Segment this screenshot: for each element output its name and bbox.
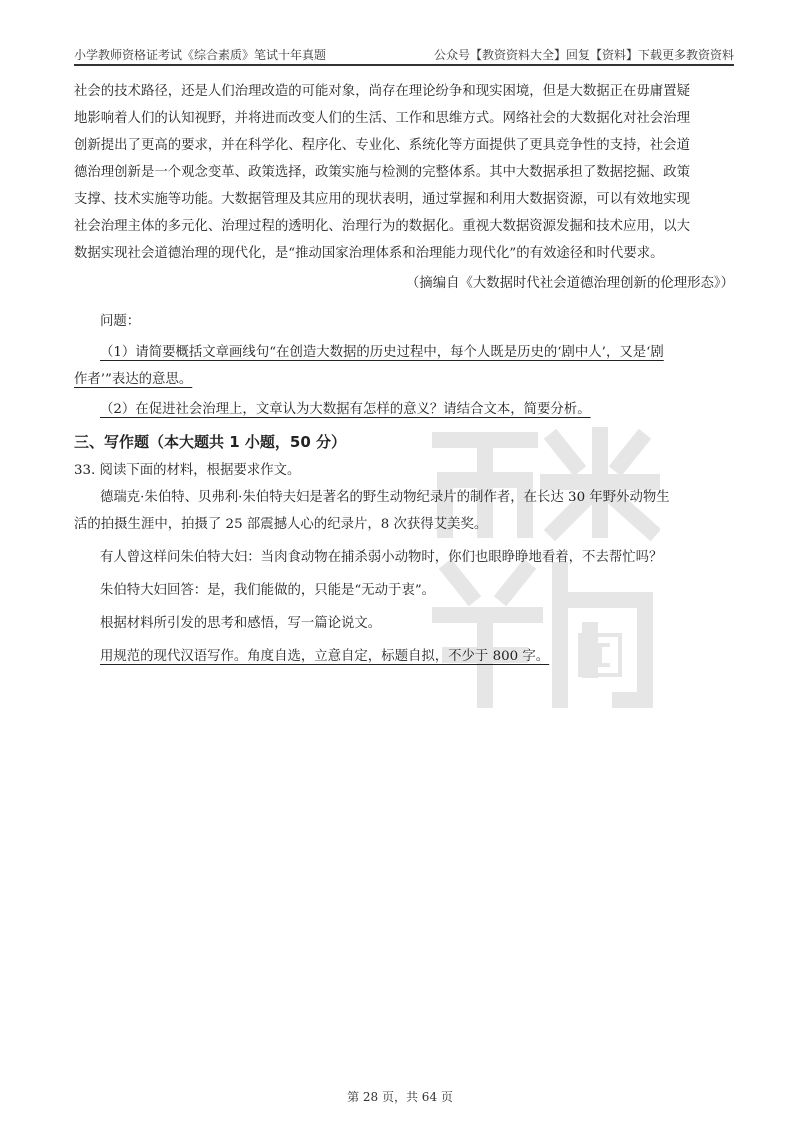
questions-label: 问题：: [100, 314, 141, 329]
passage-line: 创新提出了更高的要求，并在科学化、程序化、专业化、系统化等方面提供了更具竞争性的支持，社会道: [74, 138, 690, 153]
passage-line: 数据实现社会道德治理的现代化，是“推动国家治理体系和治理能力现代化”的有效途径和时代要求。: [74, 246, 664, 261]
page-header: [74, 44, 734, 66]
material-line: 德瑞克·朱伯特、贝弗利·朱伯特夫妇是著名的野生动物纪录片的制作者，在长达 30 年野外动物生: [100, 490, 670, 505]
passage-line: 地影响着人们的认知视野，并将进而改变人们的生活、工作和思维方式。网络社会的大数据化对社会治理: [74, 111, 690, 126]
passage-line: 德治理创新是一个观念变革、政策选择，政策实施与检测的完整体系。其中大数据承担了数据挖掘、政策: [74, 165, 690, 180]
question-2: [74, 395, 734, 425]
writing-instruction: 根据材料所引发的思考和感悟，写一篇论说文。: [100, 616, 382, 631]
question-1-line-1: （1）请简要概括文章画线句“在创造大数据的历史过程中，每个人既是历史的‘剧中人’，又是‘剧: [100, 345, 664, 360]
passage-line: 社会治理主体的多元化、治理过程的透明化、治理行为的数据化。重视大数据资源发掘和技术应用，以大: [74, 219, 690, 234]
question-1-line-2: 作者’”表达的意思。: [74, 372, 193, 387]
writing-question: [74, 457, 734, 670]
passage-line: 支撑、技术实施等功能。大数据管理及其应用的现状表明，通过掌握和利用大数据资源，可以有效地实现: [74, 192, 690, 207]
passage-line: 社会的技术路径，还是人们治理改造的可能对象，尚存在理论纷争和现实困境，但是大数据正在毋庸置疑: [74, 84, 690, 99]
material-line: 有人曾这样问朱伯特大妇：当肉食动物在捕杀弱小动物时，你们也眼睁睁地看着，不去帮忙吗？: [100, 550, 663, 565]
question-2-text: （2）在促进社会治理上，文章认为大数据有怎样的意义？请结合文本，简要分析。: [100, 402, 591, 417]
passage-source: （摘编自《大数据时代社会道德治理创新的伦理形态》）: [405, 276, 734, 291]
material-line: 活的拍摄生涯中，拍摄了 25 部震撼人心的纪录片，8 次获得艾美奖。: [74, 517, 488, 532]
page-number: 第 28 页，共 64 页: [347, 1090, 453, 1104]
section-3-heading: 三、写作题（本大题共 1 小题，50 分）: [74, 433, 346, 451]
question-33-intro: 33. 阅读下面的材料，根据要求作文。: [74, 463, 301, 478]
header-promo: 公众号【教资资料大全】回复【资料】下载更多教资资料: [433, 48, 734, 62]
passage-text: [74, 78, 734, 267]
header-title: 小学教师资格证考试《综合素质》笔试十年真题: [74, 48, 327, 62]
page-content: [74, 78, 734, 670]
material-line: 朱伯特大妇回答：是，我们能做的，只能是“无动于衷”。: [100, 583, 436, 598]
writing-requirement: 用规范的现代汉语写作。角度自选，立意自定，标题自拟，不少于 800 字。: [100, 649, 550, 664]
question-1: [74, 339, 734, 393]
